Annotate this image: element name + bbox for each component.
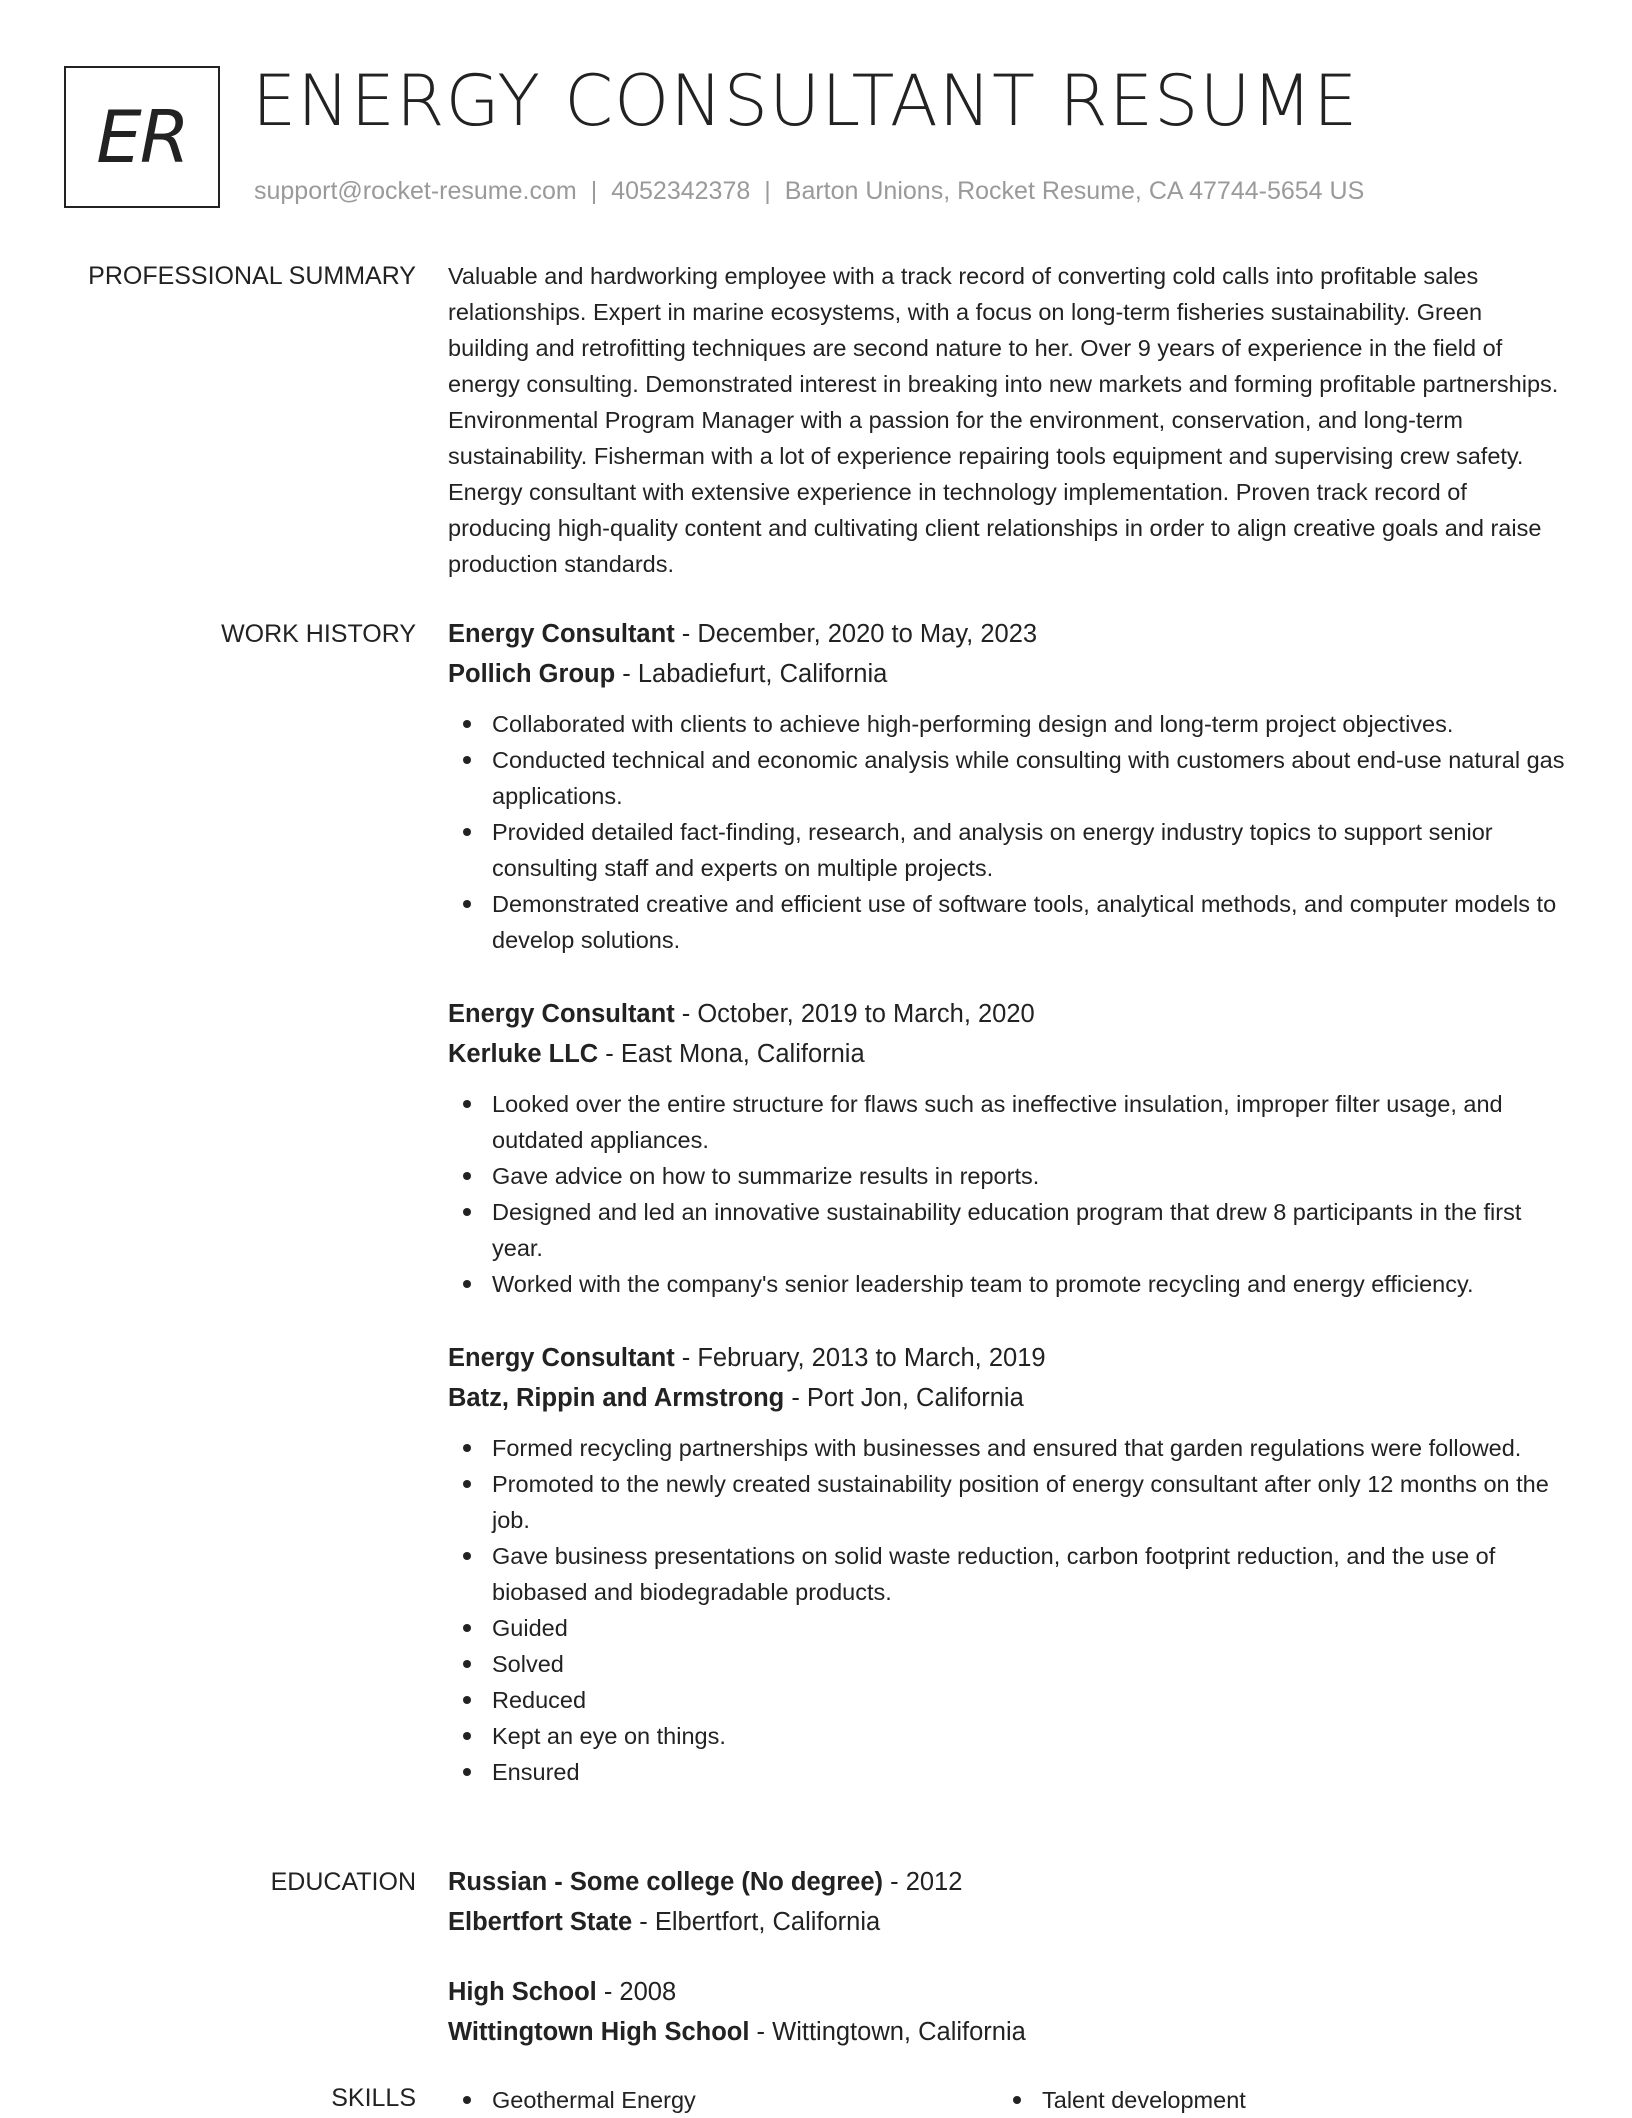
bullet-item <box>448 1466 1566 1538</box>
bullet-text: Worked with the company's senior leadership team to promote recycling and energy efficiency. <box>492 1271 1474 1297</box>
bullet-item <box>448 742 1566 814</box>
contact-phone: 4052342378 <box>611 177 751 205</box>
bullet-icon <box>463 900 471 908</box>
education-school-line <box>448 2012 1566 2052</box>
bullet-item <box>448 1086 1566 1158</box>
bullet-item <box>448 1718 1566 1754</box>
bullet-item <box>448 706 1566 742</box>
bullet-item <box>448 1158 1566 1194</box>
bullet-item <box>448 1430 1566 1466</box>
bullet-icon <box>463 1172 471 1180</box>
job-title-line <box>448 994 1566 1034</box>
bullet-icon <box>463 1208 471 1216</box>
skills-list <box>448 2082 1566 2118</box>
bullet-text: Formed recycling partnerships with businesses and ensured that garden regulations were followed. <box>492 1435 1522 1461</box>
bullet-text: Reduced <box>492 1687 587 1713</box>
skills-body <box>448 2082 1566 2118</box>
education-location: - Elbertfort, California <box>632 1908 881 1936</box>
job-bullets <box>448 1430 1566 1790</box>
bullet-item <box>448 1194 1566 1266</box>
work-history-label: WORK HISTORY <box>221 620 416 648</box>
education-school: Wittingtown High School <box>448 2018 750 2046</box>
bullet-text: Promoted to the newly created sustainability position of energy consultant after only 12 months on the job. <box>492 1471 1549 1533</box>
education-degree-line <box>448 1862 1566 1902</box>
education-degree: Russian - Some college (No degree) <box>448 1868 884 1896</box>
bullet-icon <box>463 1280 471 1288</box>
bullet-item <box>448 886 1566 958</box>
education-degree: High School <box>448 1978 597 2006</box>
bullet-text: Gave advice on how to summarize results in reports. <box>492 1163 1040 1189</box>
skill-text: Geothermal Energy <box>492 2087 696 2113</box>
bullet-item <box>448 1610 1566 1646</box>
skill-text: Talent development <box>1042 2087 1246 2113</box>
bullet-item <box>448 1682 1566 1718</box>
bullet-icon <box>463 1444 471 1452</box>
bullet-text: Collaborated with clients to achieve high-performing design and long-term project objectives. <box>492 711 1454 737</box>
job-location: - Port Jon, California <box>784 1384 1024 1412</box>
bullet-icon <box>463 1660 471 1668</box>
job-entry <box>448 614 1566 958</box>
job-bullets <box>448 1086 1566 1302</box>
education-entry <box>448 1972 1566 2052</box>
bullet-icon <box>463 1100 471 1108</box>
bullet-item <box>448 1266 1566 1302</box>
bullet-icon <box>463 1696 471 1704</box>
contact-email: support@rocket-resume.com <box>254 177 577 205</box>
job-company-line <box>448 654 1566 694</box>
job-company: Batz, Rippin and Armstrong <box>448 1384 785 1412</box>
contact-address: Barton Unions, Rocket Resume, CA 47744-5654 US <box>784 177 1365 205</box>
bullet-text: Solved <box>492 1651 564 1677</box>
contact-separator: | <box>764 177 771 205</box>
education-body <box>448 1862 1566 2052</box>
work-history-body <box>448 614 1566 1826</box>
job-company-line <box>448 1378 1566 1418</box>
job-location: - Labadiefurt, California <box>615 660 888 688</box>
skill-item <box>448 2082 998 2118</box>
resume-title: ENERGY CONSULTANT RESUME <box>252 60 1359 142</box>
contact-separator: | <box>590 177 598 205</box>
job-dates: - February, 2013 to March, 2019 <box>674 1344 1046 1372</box>
job-title: Energy Consultant <box>448 620 675 648</box>
job-location: - East Mona, California <box>598 1040 865 1068</box>
bullet-icon <box>463 1552 471 1560</box>
education-entry <box>448 1862 1566 1942</box>
bullet-icon <box>463 2096 471 2104</box>
job-entry <box>448 1338 1566 1790</box>
bullet-icon <box>463 1732 471 1740</box>
job-company: Pollich Group <box>448 660 616 688</box>
job-title: Energy Consultant <box>448 1000 675 1028</box>
bullet-item <box>448 814 1566 886</box>
bullet-icon <box>1013 2096 1021 2104</box>
summary-body <box>448 258 1566 582</box>
bullet-icon <box>463 828 471 836</box>
job-dates: - December, 2020 to May, 2023 <box>674 620 1038 648</box>
job-title: Energy Consultant <box>448 1344 675 1372</box>
education-school: Elbertfort State <box>448 1908 633 1936</box>
contact-line <box>254 174 1364 208</box>
education-location: - Wittingtown, California <box>749 2018 1026 2046</box>
bullet-icon <box>463 1768 471 1776</box>
bullet-item <box>448 1646 1566 1682</box>
education-year: - 2012 <box>883 1868 963 1896</box>
education-degree-line <box>448 1972 1566 2012</box>
job-dates: - October, 2019 to March, 2020 <box>674 1000 1035 1028</box>
bullet-text: Looked over the entire structure for flaws such as ineffective insulation, improper filter usage, and outdated appliances. <box>492 1091 1503 1153</box>
job-company-line <box>448 1034 1566 1074</box>
bullet-text: Demonstrated creative and efficient use of software tools, analytical methods, and computer models to develop solutions. <box>492 891 1557 953</box>
bullet-icon <box>463 1624 471 1632</box>
monogram-logo: ER <box>64 66 220 208</box>
bullet-text: Designed and led an innovative sustainability education program that drew 8 participants in the first year. <box>492 1199 1522 1261</box>
bullet-item <box>448 1538 1566 1610</box>
education-school-line <box>448 1902 1566 1942</box>
bullet-icon <box>463 720 471 728</box>
bullet-text: Conducted technical and economic analysis while consulting with customers about end-use natural gas applications. <box>492 747 1565 809</box>
skills-label: SKILLS <box>331 2084 416 2112</box>
job-title-line <box>448 614 1566 654</box>
bullet-text: Guided <box>492 1615 568 1641</box>
education-label: EDUCATION <box>270 1868 416 1896</box>
bullet-text: Gave business presentations on solid waste reduction, carbon footprint reduction, and the use of biobased and biodegradable products. <box>492 1543 1496 1605</box>
skill-item <box>998 2082 1548 2118</box>
summary-label: PROFESSIONAL SUMMARY <box>88 262 416 290</box>
summary-text: Valuable and hardworking employee with a track record of converting cold calls into profitable sales relationships. Expert in marine ecosystems, with a focus on long-term fisheries sustainability. Green building and retrofitting techniques are second nature to her. Over 9 years of experience in the field of energy consulting. Demonstrated interest in breaking into new markets and forming profitable partnerships. Environmental Program Manager with a passion for the environment, conservation, and long-term sustainability. Fisherman with a lot of experience repairing tools equipment and supervising crew safety. Energy consultant with extensive experience in technology implementation. Proven track record of producing high-quality content and cultivating client relationships in order to align creative goals and raise production standards. <box>448 263 1559 577</box>
job-bullets <box>448 706 1566 958</box>
bullet-icon <box>463 756 471 764</box>
job-company: Kerluke LLC <box>448 1040 599 1068</box>
bullet-icon <box>463 1480 471 1488</box>
bullet-text: Ensured <box>492 1759 580 1785</box>
education-year: - 2008 <box>596 1978 677 2006</box>
bullet-text: Provided detailed fact-finding, research, and analysis on energy industry topics to support senior consulting staff and experts on multiple projects. <box>492 819 1493 881</box>
job-entry <box>448 994 1566 1302</box>
bullet-item <box>448 1754 1566 1790</box>
job-title-line <box>448 1338 1566 1378</box>
bullet-text: Kept an eye on things. <box>492 1723 726 1749</box>
